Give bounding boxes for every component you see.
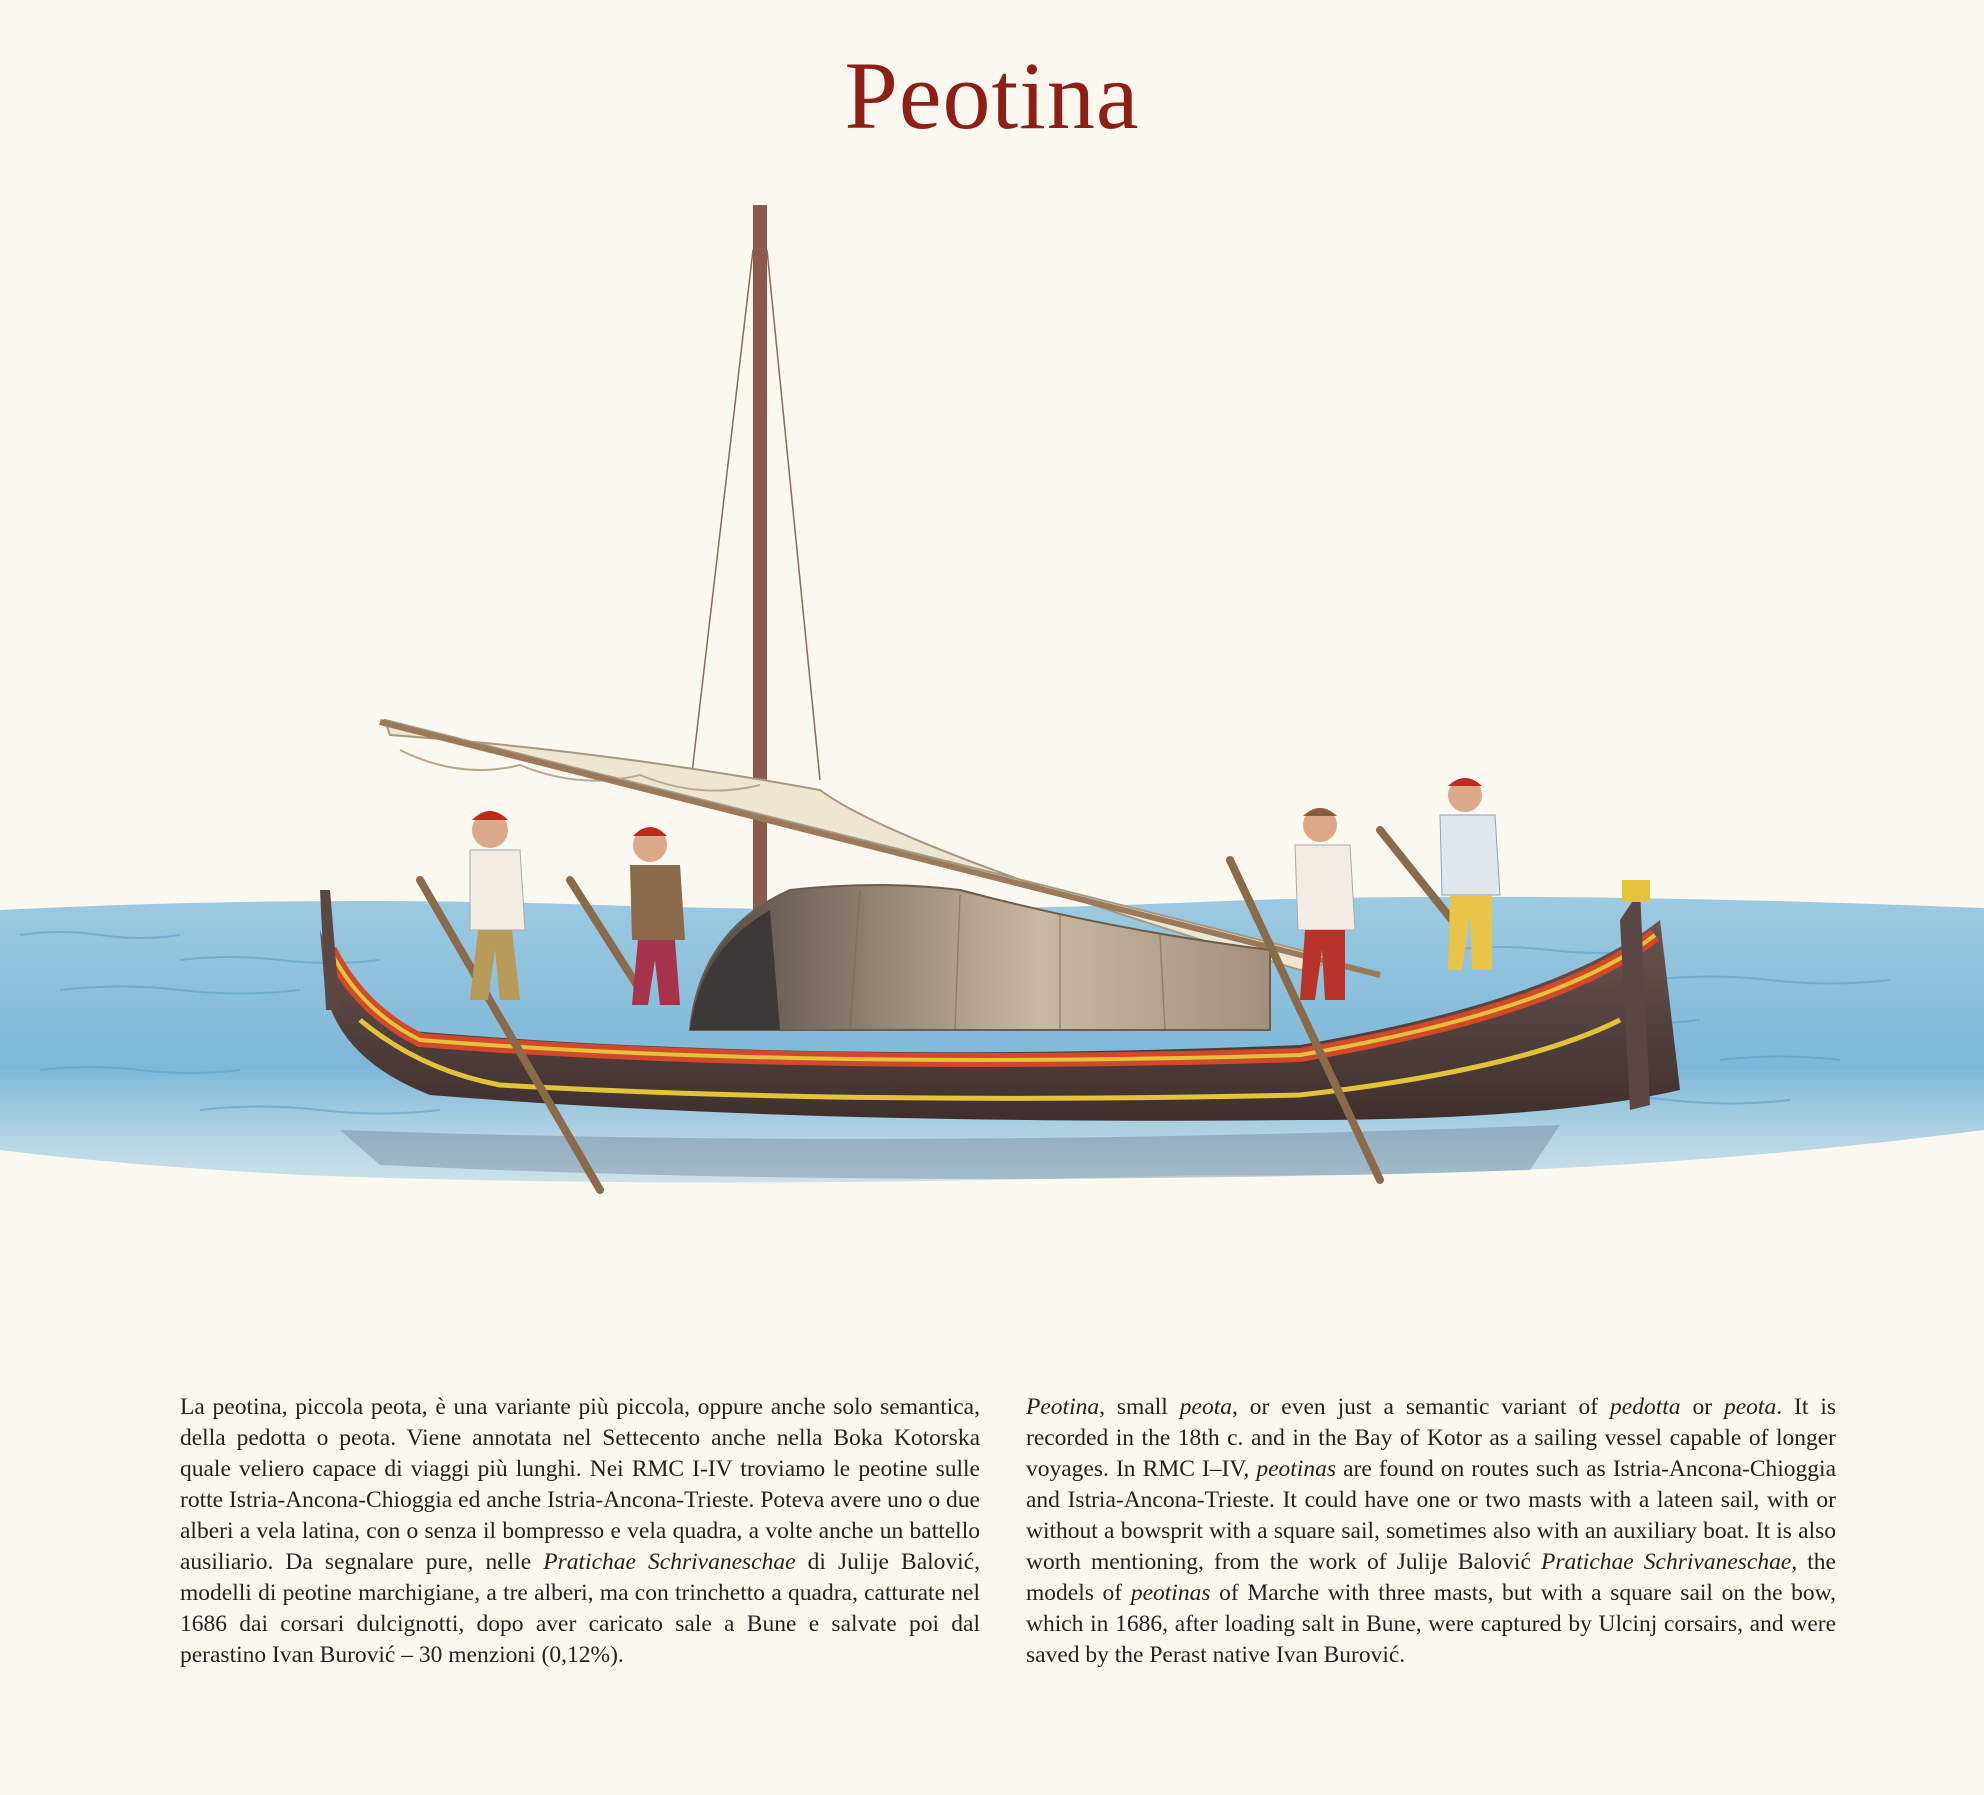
- peotina-watercolor: [0, 190, 1984, 1340]
- text-segment: , or even just a semantic variant of: [1231, 1394, 1611, 1420]
- page-title: Peotina: [844, 42, 1140, 149]
- english-text: [1026, 1392, 1836, 1671]
- text-segment: of Marche with three masts, but with a square sail on the bow, which in 1686, after loading salt in Bune, were captured by Ulcinj corsairs, and were saved by the Perast native Ivan Burović.: [1026, 1580, 1836, 1668]
- italic-term: Pratichae Schrivaneschae: [543, 1549, 796, 1575]
- italic-term: peota: [1179, 1394, 1232, 1420]
- rower-2: [630, 827, 685, 1005]
- italic-term: peotinas: [1130, 1580, 1211, 1606]
- italic-term: peotinas: [1256, 1456, 1336, 1482]
- text-segment: , small: [1099, 1394, 1180, 1420]
- italian-text: [180, 1392, 980, 1671]
- text-segment: La peotina, piccola peota, è una variante più piccola, oppure anche solo semantica, della pedotta o peota. Viene annotata nel Settecento anche nella Boka Kotorska quale veliero capace di viaggi più lunghi. Nei RMC I-IV troviamo le peotine sulle rotte Istria-Ancona-Chioggia ed anche Istria-Ancona-Trieste. Poteva avere uno o due alberi a vela latina, con o senza il bompresso e vela quadra, a volte anche un battello ausiliario. Da segnalare pure, nelle: [180, 1394, 980, 1575]
- italic-term: Pratichae Schrivaneschae,: [1541, 1549, 1798, 1575]
- italic-term: Peotina: [1026, 1394, 1100, 1420]
- text-segment: di Julije Balović, modelli di peotine marchigiane, a tre alberi, ma con trinchetto a quadra, catturate nel 1686 dai corsari dulcignotti, dopo aver caricato sale a Bune e salvate poi dal perastino Ivan Burović – 30 menzioni (0,12%).: [180, 1549, 981, 1668]
- text-segment: or: [1680, 1394, 1724, 1420]
- text-segment: . It is recorded in the 18th c. and in the Bay of Kotor as a sailing vessel capable of longer voyages. In RMC I–IV,: [1026, 1394, 1837, 1482]
- text-segment: the models of: [1026, 1549, 1836, 1606]
- text-segment: are found on routes such as Istria-Ancona-Chioggia and Istria-Ancona-Trieste. It could have one or two masts with a lateen sail, with or without a bowsprit with a square sail, sometimes also with an auxiliary boat. It is also worth mentioning, from the work of Julije Balović: [1026, 1456, 1836, 1575]
- boat-illustration: [0, 190, 1984, 1340]
- rower-1: [470, 811, 525, 1000]
- italic-term: peota: [1724, 1394, 1777, 1420]
- italic-term: pedotta: [1610, 1394, 1681, 1420]
